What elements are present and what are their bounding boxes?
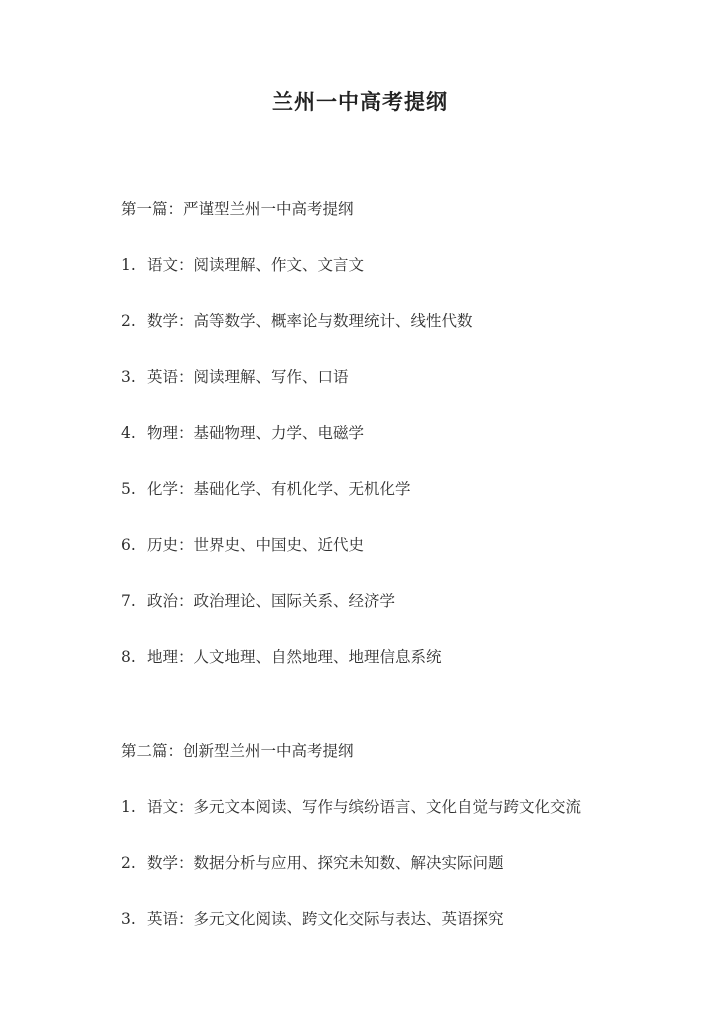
list-item-text: 历史：世界史、中国史、近代史 [147, 536, 365, 554]
list-item [121, 589, 395, 611]
list-item-number: 2. [121, 854, 136, 872]
list-item-text: 数学：数据分析与应用、探究未知数、解决实际问题 [147, 854, 504, 872]
list-item [121, 477, 411, 499]
list-item [121, 365, 349, 387]
list-item-number: 3. [121, 910, 136, 928]
list-item-number: 1. [121, 798, 136, 816]
list-item [121, 253, 364, 275]
section-heading: 第一篇：严谨型兰州一中高考提纲 [121, 200, 354, 218]
list-item-number: 2. [121, 312, 136, 330]
section-heading: 第二篇：创新型兰州一中高考提纲 [121, 742, 354, 760]
list-item [121, 645, 442, 667]
list-item-number: 5. [121, 480, 136, 498]
document-title: 兰州一中高考提纲 [272, 89, 448, 114]
list-item-number: 1. [121, 256, 136, 274]
list-item-text: 数学：高等数学、概率论与数理统计、线性代数 [147, 312, 473, 330]
list-item-text: 语文：阅读理解、作文、文言文 [147, 256, 365, 274]
list-item [121, 851, 504, 873]
list-item-text: 化学：基础化学、有机化学、无机化学 [147, 480, 411, 498]
list-item-text: 政治：政治理论、国际关系、经济学 [147, 592, 396, 610]
list-item [121, 907, 504, 929]
list-item-text: 语文：多元文本阅读、写作与缤纷语言、文化自觉与跨文化交流 [147, 798, 582, 816]
list-item [121, 795, 581, 817]
list-item-text: 英语：多元文化阅读、跨文化交际与表达、英语探究 [147, 910, 504, 928]
list-item-number: 4. [121, 424, 136, 442]
list-item-number: 7. [121, 592, 136, 610]
list-item-number: 6. [121, 536, 136, 554]
list-item [121, 309, 473, 331]
list-item-text: 物理：基础物理、力学、电磁学 [147, 424, 365, 442]
list-item-number: 3. [121, 368, 136, 386]
list-item [121, 421, 364, 443]
list-item [121, 533, 364, 555]
list-item-text: 英语：阅读理解、写作、口语 [147, 368, 349, 386]
list-item-text: 地理：人文地理、自然地理、地理信息系统 [147, 648, 442, 666]
list-item-number: 8. [121, 648, 136, 666]
